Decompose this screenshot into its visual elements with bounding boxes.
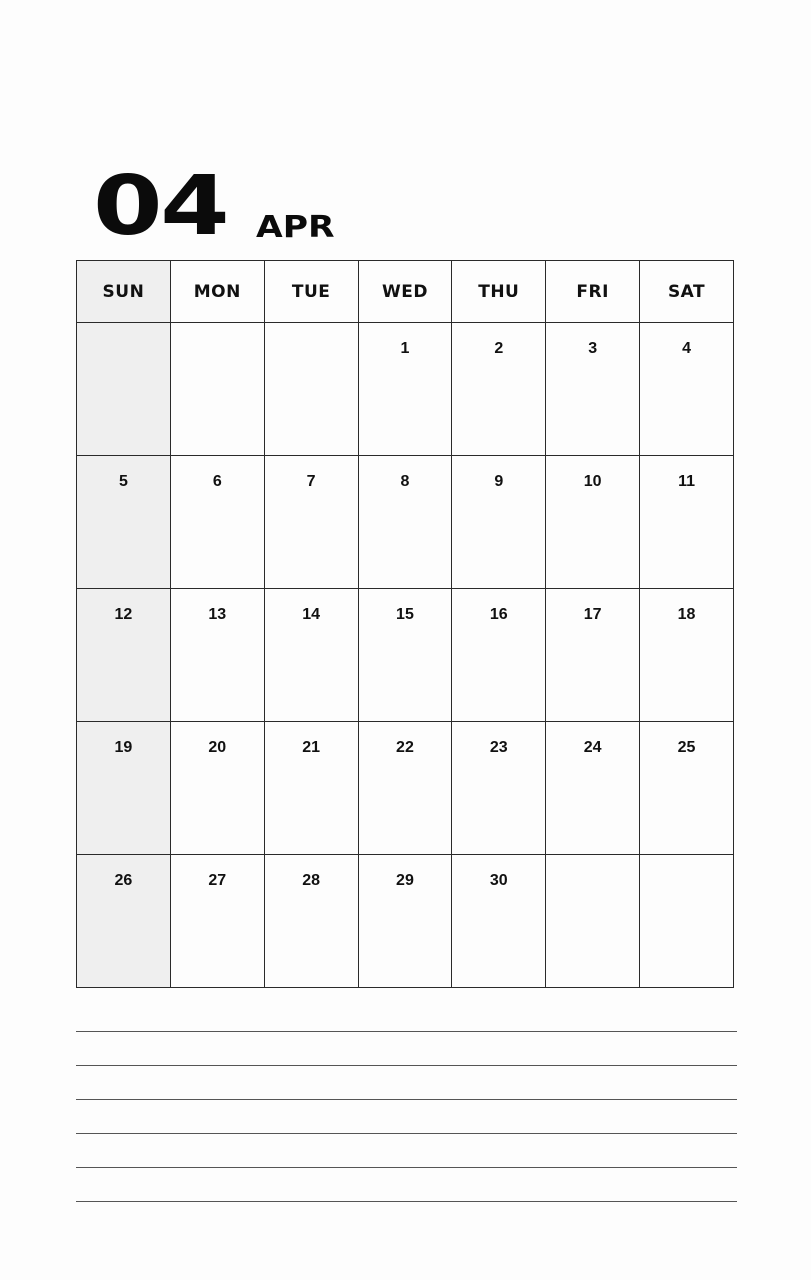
- day-number: 4: [682, 340, 691, 357]
- day-cell: [640, 456, 734, 589]
- day-number: 3: [588, 340, 598, 357]
- day-number: 8: [400, 473, 410, 490]
- day-number: 30: [489, 872, 508, 889]
- day-number: 20: [208, 739, 227, 756]
- day-cell: [546, 589, 640, 722]
- day-number: 9: [494, 473, 504, 490]
- day-cell: [452, 323, 546, 456]
- day-cell: [264, 456, 358, 589]
- day-cell: [640, 589, 734, 722]
- weekday-header-wed: WED: [358, 261, 452, 323]
- day-cell: [452, 589, 546, 722]
- day-number: 24: [583, 739, 602, 756]
- day-number: 11: [678, 473, 695, 490]
- day-cell: [77, 323, 171, 456]
- month-number: 04: [93, 159, 228, 254]
- day-cell: [358, 722, 452, 855]
- day-cell: [170, 855, 264, 988]
- note-line: [76, 1099, 737, 1100]
- weekday-header-mon: MON: [170, 261, 264, 323]
- day-cell: [264, 722, 358, 855]
- weekday-header-row: [77, 261, 734, 323]
- week-row: [77, 722, 734, 855]
- note-line: [76, 1167, 737, 1168]
- day-number: 28: [302, 872, 320, 889]
- month-abbreviation: APR: [256, 210, 335, 245]
- day-cell: [77, 722, 171, 855]
- day-cell: [640, 722, 734, 855]
- weekday-header-sat: SAT: [640, 261, 734, 323]
- day-cell: [358, 456, 452, 589]
- weekday-header-sun: SUN: [77, 261, 171, 323]
- month-title: [93, 159, 335, 254]
- day-number: 7: [306, 473, 316, 490]
- week-row: [77, 323, 734, 456]
- note-line: [76, 1031, 737, 1032]
- day-cell: [170, 589, 264, 722]
- day-number: 23: [489, 739, 508, 756]
- day-number: 2: [494, 340, 504, 357]
- day-cell: [264, 323, 358, 456]
- day-cell: [640, 855, 734, 988]
- day-cell: [640, 323, 734, 456]
- day-cell: [170, 722, 264, 855]
- day-cell: [170, 456, 264, 589]
- day-cell: [546, 855, 640, 988]
- day-number: 15: [396, 606, 414, 623]
- note-line: [76, 1133, 737, 1134]
- day-number: 22: [396, 739, 414, 756]
- notes-section: [76, 1031, 737, 1235]
- day-cell: [452, 722, 546, 855]
- day-cell: [358, 589, 452, 722]
- day-number: 18: [677, 606, 696, 623]
- day-number: 13: [208, 606, 227, 623]
- day-cell: [358, 323, 452, 456]
- day-number: 19: [114, 739, 133, 756]
- day-number: 26: [114, 872, 133, 889]
- day-number: 5: [118, 473, 128, 490]
- day-number: 21: [302, 739, 320, 756]
- day-number: 14: [302, 606, 320, 623]
- calendar-grid: [76, 260, 734, 988]
- day-cell: [452, 855, 546, 988]
- day-number: 10: [583, 473, 602, 490]
- day-number: 1: [400, 340, 410, 357]
- day-cell: [452, 456, 546, 589]
- week-row: [77, 589, 734, 722]
- note-line: [76, 1065, 737, 1066]
- day-number: 12: [114, 606, 133, 623]
- day-cell: [77, 589, 171, 722]
- day-cell: [546, 323, 640, 456]
- week-row: [77, 855, 734, 988]
- day-cell: [264, 855, 358, 988]
- day-cell: [170, 323, 264, 456]
- day-number: 25: [677, 739, 696, 756]
- day-number: 16: [489, 606, 508, 623]
- day-cell: [546, 722, 640, 855]
- day-number: 29: [396, 872, 414, 889]
- day-cell: [77, 456, 171, 589]
- week-row: [77, 456, 734, 589]
- day-cell: [546, 456, 640, 589]
- day-number: 6: [212, 473, 222, 490]
- weekday-header-fri: FRI: [546, 261, 640, 323]
- day-number: 27: [208, 872, 227, 889]
- weekday-header-thu: THU: [452, 261, 546, 323]
- day-cell: [264, 589, 358, 722]
- note-line: [76, 1201, 737, 1202]
- day-number: 17: [583, 606, 602, 623]
- day-cell: [77, 855, 171, 988]
- day-cell: [358, 855, 452, 988]
- weekday-header-tue: TUE: [264, 261, 358, 323]
